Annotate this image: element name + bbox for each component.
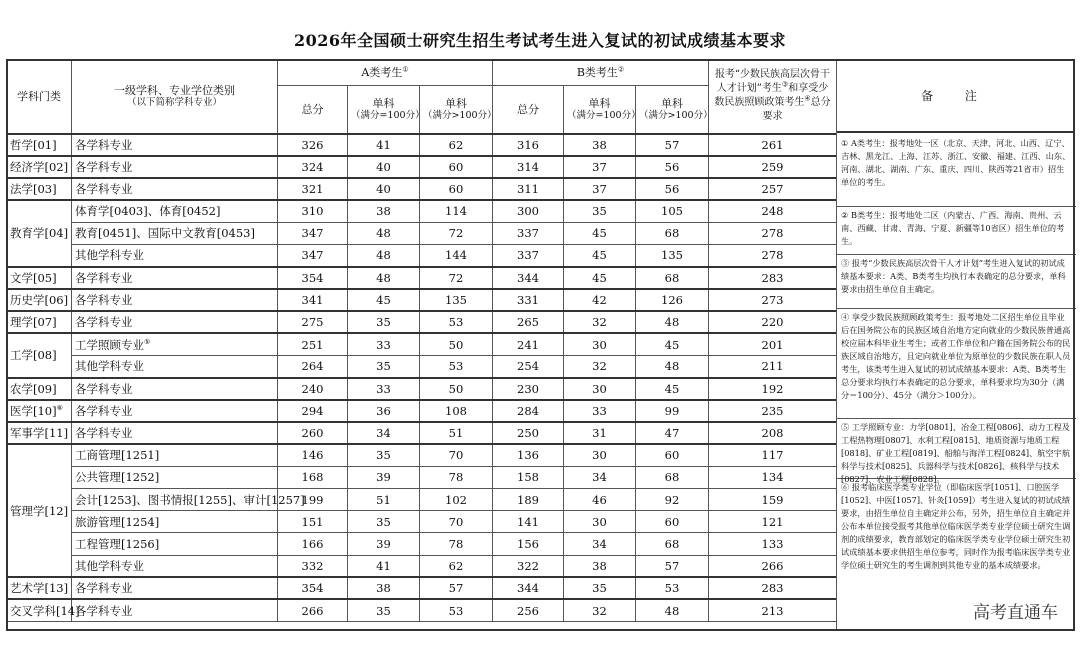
a-singlegt100-cell: 53 bbox=[420, 355, 493, 377]
b-singlegt100-cell: 48 bbox=[636, 599, 709, 621]
discipline-cell bbox=[72, 555, 278, 577]
category-cell bbox=[7, 156, 72, 178]
category-cell bbox=[7, 599, 80, 621]
discipline-label: 各学科专业 bbox=[75, 137, 133, 152]
note-clinical-medicine: ⑥ 报考临床医学类专业学位（即临床医学[1051]、口腔医学[1052]、中医[1057]、针灸[1059]）考生进入复试的初试成绩要求，由招生单位自主确定并公布，另外，招生单位自主确定并公布本单位接受报考其他单位临床医学类专业学位硕士研究生调剂的成绩要求，教育部划定的临床医学类专业学位硕士研究生初试成绩基本要求供招生单位参考，同时作为报考临床医学类专业学位硕士研究生的考生调剂到其他专业的基本成绩要求。 bbox=[841, 482, 1071, 570]
header-b-class bbox=[493, 60, 709, 86]
note-minority-policy: ④ 享受少数民族照顾政策考生：报考地处二区招生单位且毕业后在国务院公布的民族区域自治地方定向就业的少数民族普通高校应届本科毕业生考生；或者工作单位和户籍在国务院公布的民族区域自治地方，且定向就业单位为原单位的少数民族在职人员考生，该类考生进入复试的初试成绩基本要求：A类、B类考生总分要求均执行本表确定的总分要求，单科要求均为30分（满分＝100分）、45分（满分＞100分）。 bbox=[837, 309, 1076, 419]
category-cell bbox=[7, 311, 72, 333]
b-singlegt100-cell: 48 bbox=[636, 311, 709, 333]
remarks-column bbox=[836, 59, 1075, 631]
special-total-cell: 211 bbox=[709, 355, 837, 377]
a-single100-cell: 33 bbox=[348, 333, 420, 355]
b-single100-cell: 33 bbox=[564, 400, 636, 422]
note-a-class: ① A类考生：报考地处一区（北京、天津、河北、山西、辽宁、吉林、黑龙江、上海、江苏、浙江、安徽、福建、江西、山东、河南、湖北、湖南、广东、重庆、四川、陕西等21省市）招生单位的考生。 bbox=[837, 135, 1076, 207]
header-a-single100-l1: 单科 bbox=[372, 96, 395, 110]
a-total-cell: 310 bbox=[278, 200, 348, 222]
discipline-label: 旅游管理[1254] bbox=[75, 514, 160, 529]
header-special bbox=[709, 60, 837, 134]
a-total-cell: 326 bbox=[278, 134, 348, 156]
b-total-cell: 158 bbox=[493, 466, 564, 488]
table-row bbox=[7, 400, 837, 422]
header-b-singlegt100-l2: （满分>100分） bbox=[639, 109, 713, 121]
special-total-cell: 201 bbox=[709, 333, 837, 355]
header-a-singlegt100 bbox=[420, 86, 497, 134]
a-single100-cell: 48 bbox=[348, 222, 420, 244]
header-discipline-line1: 一级学科、专业学位类别 bbox=[114, 83, 235, 97]
discipline-cell bbox=[72, 289, 278, 311]
header-remarks: 备 注 bbox=[837, 59, 1075, 133]
table-row bbox=[7, 444, 837, 466]
b-single100-cell: 30 bbox=[564, 333, 636, 355]
header-discipline bbox=[72, 60, 278, 134]
category-cell bbox=[7, 200, 72, 267]
a-singlegt100-cell: 78 bbox=[420, 533, 493, 555]
table-row bbox=[7, 489, 837, 511]
special-total-cell: 259 bbox=[709, 156, 837, 178]
table-row bbox=[7, 466, 837, 488]
special-total-cell: 248 bbox=[709, 200, 837, 222]
b-single100-cell: 45 bbox=[564, 222, 636, 244]
table-row bbox=[7, 156, 837, 178]
category-cell bbox=[7, 333, 72, 377]
discipline-label: 教育[0451]、国际中文教育[0453] bbox=[75, 226, 255, 241]
a-singlegt100-cell: 53 bbox=[420, 311, 493, 333]
a-total-cell: 146 bbox=[278, 444, 348, 466]
a-total-cell: 341 bbox=[278, 289, 348, 311]
category-cell bbox=[7, 444, 72, 577]
table-row bbox=[7, 311, 837, 333]
b-total-cell: 331 bbox=[493, 289, 564, 311]
b-singlegt100-cell: 60 bbox=[636, 511, 709, 533]
note-b-class: ② B类考生：报考地处二区（内蒙古、广西、海南、贵州、云南、西藏、甘肃、青海、宁夏、新疆等10省区）招生单位的考生。 bbox=[837, 207, 1076, 255]
header-b-single100-l2: （满分=100分） bbox=[567, 109, 641, 121]
special-total-cell: 159 bbox=[709, 489, 837, 511]
table-row bbox=[7, 533, 837, 555]
a-single100-cell: 45 bbox=[348, 289, 420, 311]
special-total-cell: 261 bbox=[709, 134, 837, 156]
b-single100-cell: 30 bbox=[564, 378, 636, 400]
header-special-b: 和享受少数民族照顾政策考生 bbox=[714, 83, 829, 109]
table-row bbox=[7, 422, 837, 444]
header-a-sup: ① bbox=[402, 65, 409, 74]
discipline-label: 会计[1253]、图书情报[1255]、审计[1257] bbox=[75, 492, 305, 507]
b-singlegt100-cell: 99 bbox=[636, 400, 709, 422]
discipline-label: 其他学科专业 bbox=[75, 558, 144, 573]
a-singlegt100-cell: 114 bbox=[420, 200, 493, 222]
b-singlegt100-cell: 105 bbox=[636, 200, 709, 222]
category-label: 工学[08] bbox=[10, 348, 57, 363]
b-single100-cell: 32 bbox=[564, 599, 636, 621]
header-a-single100 bbox=[348, 86, 425, 134]
score-table bbox=[6, 59, 837, 622]
discipline-label: 各学科专业 bbox=[75, 181, 133, 196]
special-total-cell: 220 bbox=[709, 311, 837, 333]
special-total-cell: 235 bbox=[709, 400, 837, 422]
category-label: 经济学[02] bbox=[10, 159, 69, 174]
header-a-total: 总分 bbox=[278, 86, 348, 134]
discipline-cell bbox=[72, 400, 278, 422]
a-singlegt100-cell: 72 bbox=[420, 267, 493, 289]
header-b-singlegt100 bbox=[636, 86, 713, 134]
header-special-sup1: ③ bbox=[781, 80, 789, 89]
note-engineering-special: ⑤ 工学照顾专业：力学[0801]、冶金工程[0806]、动力工程及工程热物理[0807]、水利工程[0815]、地质资源与地质工程[0818]、矿业工程[0819]、船舶与海洋工程[0824]、航空宇航科学与技术[0825]、兵器科学与技术[0826]、核科学与技术[0827]、农业工程[0828]。 bbox=[837, 419, 1076, 479]
b-single100-cell: 42 bbox=[564, 289, 636, 311]
a-singlegt100-cell: 70 bbox=[420, 444, 493, 466]
category-label: 教育学[04] bbox=[10, 226, 69, 241]
a-total-cell: 260 bbox=[278, 422, 348, 444]
category-label: 理学[07] bbox=[10, 315, 57, 330]
category-label: 军事学[11] bbox=[10, 426, 69, 441]
special-total-cell: 192 bbox=[709, 378, 837, 400]
a-singlegt100-cell: 50 bbox=[420, 378, 493, 400]
a-singlegt100-cell: 62 bbox=[420, 555, 493, 577]
a-singlegt100-cell: 51 bbox=[420, 422, 493, 444]
discipline-cell bbox=[72, 178, 278, 200]
header-b-total: 总分 bbox=[493, 86, 564, 134]
discipline-cell bbox=[72, 378, 278, 400]
b-total-cell: 311 bbox=[493, 178, 564, 200]
b-total-cell: 314 bbox=[493, 156, 564, 178]
discipline-cell bbox=[72, 422, 278, 444]
b-total-cell: 322 bbox=[493, 555, 564, 577]
a-total-cell: 321 bbox=[278, 178, 348, 200]
category-cell bbox=[7, 378, 72, 400]
special-total-cell: 278 bbox=[709, 222, 837, 244]
discipline-cell bbox=[72, 200, 278, 222]
a-singlegt100-cell: 70 bbox=[420, 511, 493, 533]
a-total-cell: 347 bbox=[278, 222, 348, 244]
a-singlegt100-cell: 144 bbox=[420, 244, 493, 266]
a-total-cell: 354 bbox=[278, 577, 348, 599]
b-single100-cell: 35 bbox=[564, 200, 636, 222]
discipline-label: 工商管理[1251] bbox=[75, 448, 160, 463]
b-singlegt100-cell: 135 bbox=[636, 244, 709, 266]
a-single100-cell: 41 bbox=[348, 134, 420, 156]
discipline-label: 工学照顾专业 bbox=[75, 337, 144, 352]
discipline-cell bbox=[72, 489, 305, 511]
b-total-cell: 344 bbox=[493, 577, 564, 599]
discipline-label: 各学科专业 bbox=[75, 603, 133, 618]
a-singlegt100-cell: 108 bbox=[420, 400, 493, 422]
category-cell bbox=[7, 577, 72, 599]
special-total-cell: 121 bbox=[709, 511, 837, 533]
b-singlegt100-cell: 56 bbox=[636, 178, 709, 200]
special-total-cell: 134 bbox=[709, 466, 837, 488]
table-row bbox=[7, 178, 837, 200]
table-body bbox=[7, 134, 837, 622]
a-total-cell: 251 bbox=[278, 333, 348, 355]
category-label: 管理学[12] bbox=[10, 503, 69, 518]
a-total-cell: 324 bbox=[278, 156, 348, 178]
b-singlegt100-cell: 68 bbox=[636, 466, 709, 488]
b-single100-cell: 45 bbox=[564, 267, 636, 289]
b-single100-cell: 32 bbox=[564, 355, 636, 377]
discipline-cell bbox=[72, 311, 278, 333]
special-total-cell: 213 bbox=[709, 599, 837, 621]
b-singlegt100-cell: 68 bbox=[636, 222, 709, 244]
discipline-label: 其他学科专业 bbox=[75, 248, 144, 263]
category-label: 农学[09] bbox=[10, 381, 57, 396]
b-singlegt100-cell: 92 bbox=[636, 489, 709, 511]
b-total-cell: 241 bbox=[493, 333, 564, 355]
header-b-single100-l1: 单科 bbox=[588, 96, 611, 110]
a-single100-cell: 38 bbox=[348, 577, 420, 599]
discipline-cell bbox=[72, 222, 278, 244]
header-special-c: 总分要求 bbox=[762, 97, 831, 123]
discipline-cell bbox=[72, 267, 278, 289]
category-label: 哲学[01] bbox=[10, 137, 57, 152]
a-single100-cell: 48 bbox=[348, 267, 420, 289]
category-cell bbox=[7, 267, 72, 289]
category-cell bbox=[7, 422, 72, 444]
a-singlegt100-cell: 102 bbox=[420, 489, 493, 511]
discipline-label: 工程管理[1256] bbox=[75, 536, 160, 551]
special-total-cell: 278 bbox=[709, 244, 837, 266]
a-single100-cell: 34 bbox=[348, 422, 420, 444]
table-row bbox=[7, 577, 837, 599]
category-cell bbox=[7, 178, 72, 200]
a-singlegt100-cell: 60 bbox=[420, 156, 493, 178]
discipline-label: 各学科专业 bbox=[75, 292, 133, 307]
header-b-sup: ② bbox=[617, 65, 625, 74]
header-discipline-line2: （以下简称学科专业） bbox=[126, 96, 222, 108]
a-singlegt100-cell: 53 bbox=[420, 599, 493, 621]
discipline-cell bbox=[72, 577, 278, 599]
category-label: 交叉学科[14] bbox=[10, 603, 80, 618]
discipline-cell bbox=[72, 355, 278, 377]
discipline-cell bbox=[72, 444, 278, 466]
b-singlegt100-cell: 45 bbox=[636, 378, 709, 400]
discipline-cell bbox=[72, 134, 278, 156]
a-total-cell: 294 bbox=[278, 400, 348, 422]
discipline-cell bbox=[72, 333, 278, 355]
page-title: 2026年全国硕士研究生招生考试考生进入复试的初试成绩基本要求 bbox=[293, 31, 787, 50]
a-single100-cell: 40 bbox=[348, 178, 420, 200]
discipline-cell bbox=[72, 156, 278, 178]
a-total-cell: 168 bbox=[278, 466, 348, 488]
a-single100-cell: 36 bbox=[348, 400, 420, 422]
table-row bbox=[7, 200, 837, 222]
b-total-cell: 156 bbox=[493, 533, 564, 555]
watermark-text: 高考直通车 bbox=[973, 603, 1058, 623]
b-single100-cell: 34 bbox=[564, 533, 636, 555]
discipline-label: 各学科专业 bbox=[75, 426, 133, 441]
b-total-cell: 230 bbox=[493, 378, 564, 400]
b-total-cell: 300 bbox=[493, 200, 564, 222]
discipline-label: 公共管理[1252] bbox=[75, 470, 160, 485]
discipline-cell bbox=[72, 244, 278, 266]
b-total-cell: 254 bbox=[493, 355, 564, 377]
discipline-cell bbox=[72, 599, 278, 621]
category-label: 文学[05] bbox=[10, 270, 57, 285]
a-total-cell: 266 bbox=[278, 599, 348, 621]
table-row bbox=[7, 222, 837, 244]
b-total-cell: 141 bbox=[493, 511, 564, 533]
b-single100-cell: 30 bbox=[564, 511, 636, 533]
table-row bbox=[7, 289, 837, 311]
b-total-cell: 250 bbox=[493, 422, 564, 444]
b-total-cell: 256 bbox=[493, 599, 564, 621]
b-singlegt100-cell: 53 bbox=[636, 577, 709, 599]
b-singlegt100-cell: 60 bbox=[636, 444, 709, 466]
b-total-cell: 344 bbox=[493, 267, 564, 289]
a-single100-cell: 33 bbox=[348, 378, 420, 400]
a-singlegt100-cell: 57 bbox=[420, 577, 493, 599]
a-singlegt100-cell: 60 bbox=[420, 178, 493, 200]
b-single100-cell: 45 bbox=[564, 244, 636, 266]
discipline-label: 其他学科专业 bbox=[75, 359, 144, 374]
header-a-label: A类考生 bbox=[361, 66, 403, 79]
header-special-sup2: ④ bbox=[804, 94, 811, 103]
category-cell bbox=[7, 134, 72, 156]
b-singlegt100-cell: 45 bbox=[636, 333, 709, 355]
b-single100-cell: 31 bbox=[564, 422, 636, 444]
a-total-cell: 275 bbox=[278, 311, 348, 333]
discipline-cell bbox=[72, 466, 278, 488]
special-total-cell: 283 bbox=[709, 577, 837, 599]
discipline-label: 各学科专业 bbox=[75, 270, 133, 285]
a-single100-cell: 40 bbox=[348, 156, 420, 178]
a-single100-cell: 35 bbox=[348, 355, 420, 377]
a-single100-cell: 38 bbox=[348, 200, 420, 222]
header-category: 学科门类 bbox=[7, 60, 72, 134]
a-total-cell: 240 bbox=[278, 378, 348, 400]
a-single100-cell: 35 bbox=[348, 444, 420, 466]
category-cell bbox=[7, 289, 72, 311]
table-row bbox=[7, 511, 837, 533]
table-row bbox=[7, 333, 837, 355]
a-single100-cell: 39 bbox=[348, 533, 420, 555]
b-single100-cell: 38 bbox=[564, 134, 636, 156]
a-total-cell: 332 bbox=[278, 555, 348, 577]
b-single100-cell: 30 bbox=[564, 444, 636, 466]
note-minority-plan: ③ 报考“少数民族高层次骨干人才计划”考生进入复试的初试成绩基本要求：A类、B类考生均执行本表确定的总分要求，单科要求由招生单位自主确定。 bbox=[837, 255, 1076, 309]
a-single100-cell: 51 bbox=[348, 489, 420, 511]
b-singlegt100-cell: 68 bbox=[636, 267, 709, 289]
special-total-cell: 117 bbox=[709, 444, 837, 466]
table-row bbox=[7, 555, 837, 577]
header-b-label: B类考生 bbox=[576, 66, 618, 79]
header-special-a: 报考“少数民族高层次骨干人才计划”考生 bbox=[714, 69, 831, 95]
b-total-cell: 337 bbox=[493, 244, 564, 266]
a-singlegt100-cell: 72 bbox=[420, 222, 493, 244]
header-a-singlegt100-l1: 单科 bbox=[445, 96, 467, 110]
a-total-cell: 151 bbox=[278, 511, 348, 533]
special-total-cell: 208 bbox=[709, 422, 837, 444]
discipline-cell bbox=[72, 533, 278, 555]
category-label: 历史学[06] bbox=[10, 292, 69, 307]
a-total-cell: 166 bbox=[278, 533, 348, 555]
b-total-cell: 337 bbox=[493, 222, 564, 244]
a-single100-cell: 39 bbox=[348, 466, 420, 488]
a-singlegt100-cell: 78 bbox=[420, 466, 493, 488]
discipline-label: 各学科专业 bbox=[75, 315, 133, 330]
discipline-label: 各学科专业 bbox=[75, 403, 133, 418]
b-single100-cell: 32 bbox=[564, 311, 636, 333]
a-single100-cell: 48 bbox=[348, 244, 420, 266]
category-label: 艺术学[13] bbox=[10, 581, 69, 596]
table-row bbox=[7, 599, 837, 621]
b-singlegt100-cell: 126 bbox=[636, 289, 709, 311]
a-single100-cell: 35 bbox=[348, 599, 420, 621]
header-a-single100-l2: （满分=100分） bbox=[351, 109, 425, 121]
b-single100-cell: 38 bbox=[564, 555, 636, 577]
header-b-singlegt100-l1: 单科 bbox=[661, 96, 683, 110]
a-total-cell: 347 bbox=[278, 244, 348, 266]
b-total-cell: 136 bbox=[493, 444, 564, 466]
b-single100-cell: 37 bbox=[564, 156, 636, 178]
discipline-label: 体育学[0403]、体育[0452] bbox=[75, 204, 221, 219]
special-total-cell: 257 bbox=[709, 178, 837, 200]
category-label: 法学[03] bbox=[10, 181, 57, 196]
b-total-cell: 189 bbox=[493, 489, 564, 511]
b-single100-cell: 34 bbox=[564, 466, 636, 488]
table-row bbox=[7, 355, 837, 377]
a-singlegt100-cell: 50 bbox=[420, 333, 493, 355]
b-singlegt100-cell: 57 bbox=[636, 555, 709, 577]
discipline-label: 各学科专业 bbox=[75, 159, 133, 174]
table-row bbox=[7, 378, 837, 400]
table-row bbox=[7, 244, 837, 266]
category-footnote: ⑥ bbox=[56, 404, 63, 413]
a-single100-cell: 35 bbox=[348, 511, 420, 533]
b-total-cell: 316 bbox=[493, 134, 564, 156]
special-total-cell: 273 bbox=[709, 289, 837, 311]
b-singlegt100-cell: 57 bbox=[636, 134, 709, 156]
special-total-cell: 283 bbox=[709, 267, 837, 289]
header-b-single100 bbox=[564, 86, 641, 134]
b-single100-cell: 46 bbox=[564, 489, 636, 511]
a-single100-cell: 35 bbox=[348, 311, 420, 333]
a-singlegt100-cell: 62 bbox=[420, 134, 493, 156]
b-total-cell: 265 bbox=[493, 311, 564, 333]
special-total-cell: 133 bbox=[709, 533, 837, 555]
table-row bbox=[7, 134, 837, 156]
a-single100-cell: 41 bbox=[348, 555, 420, 577]
a-total-cell: 199 bbox=[278, 489, 348, 511]
b-single100-cell: 37 bbox=[564, 178, 636, 200]
a-singlegt100-cell: 135 bbox=[420, 289, 493, 311]
b-singlegt100-cell: 56 bbox=[636, 156, 709, 178]
category-cell bbox=[7, 400, 72, 422]
category-label: 医学[10] bbox=[10, 403, 57, 418]
discipline-label: 各学科专业 bbox=[75, 581, 133, 596]
discipline-label: 各学科专业 bbox=[75, 381, 133, 396]
b-singlegt100-cell: 48 bbox=[636, 355, 709, 377]
b-single100-cell: 35 bbox=[564, 577, 636, 599]
a-total-cell: 354 bbox=[278, 267, 348, 289]
b-singlegt100-cell: 47 bbox=[636, 422, 709, 444]
discipline-cell bbox=[72, 511, 278, 533]
special-total-cell: 266 bbox=[709, 555, 837, 577]
b-total-cell: 284 bbox=[493, 400, 564, 422]
header-a-singlegt100-l2: （满分>100分） bbox=[423, 109, 497, 121]
b-singlegt100-cell: 68 bbox=[636, 533, 709, 555]
header-a-class bbox=[278, 60, 493, 86]
discipline-footnote: ⑤ bbox=[144, 337, 151, 346]
table-row bbox=[7, 267, 837, 289]
a-total-cell: 264 bbox=[278, 355, 348, 377]
